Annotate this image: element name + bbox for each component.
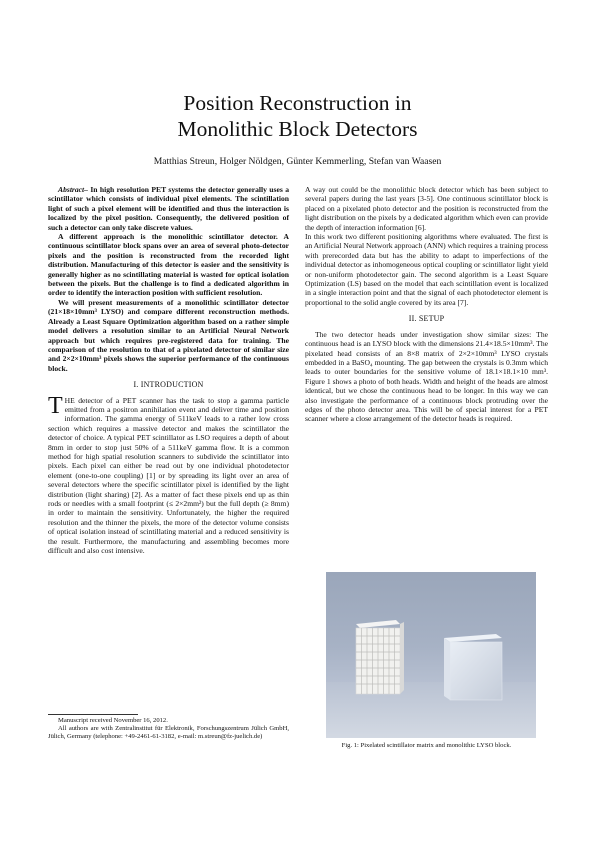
author-list: Matthias Streun, Holger Nöldgen, Günter Kemmerling, Stefan van Waasen [153, 156, 442, 167]
footnote-affiliation: All authors are with Zentralinstitut für Elektronik, Forschungszentrum Jülich GmbH, Jülich, Germany (telephone: +49-2461-61-3182, e-mail: m.streun@fz-juelich.de) [48, 725, 289, 741]
section-heading-setup: II. SETUP [408, 314, 445, 324]
intro-paragraph-3: In this work two different positioning algorithms where evaluated. The first is an Artificial Neural Network approach (ANN) which requires a training process with prerecorded data but has the ability to adapt to imperfections of the individual detector as inhomogeneous optical coupling or scintillator light yield or non-uniform photodetector gain. The second algorithm is a Least Square Optimization (LS) based on the model that each scintillation event is localized in a single interaction point and that the signal of each photodetector element is proportional to the solid angle covered by its area [7]. [305, 232, 548, 307]
left-column [48, 185, 289, 555]
figure-photo [326, 572, 536, 738]
right-column [305, 185, 548, 424]
title-line-2: Monolithic Block Detectors [177, 117, 418, 141]
footnote-rule [48, 714, 138, 715]
abstract-paragraph-3: We will present measurements of a monolithic scintillator detector (21×18×10mm³ LYSO) and compare different reconstruction methods. Already a Least Square Optimization algorithm based on a rather simple model delivers a resolution similar to an Artificial Neural Network approach but which requires pre-registered data for training. The comparison of the resolution to that of a pixelated detector of similar size and 2×2×10mm³ pixels shows the superior performance of the continuous block. [48, 297, 289, 373]
drop-cap: T [48, 392, 63, 419]
setup-paragraph-1: The two detector heads under investigation show similar sizes: The continuous head is an LYSO block with the dimensions 21.4×18.5×10mm³. The pixelated head consists of an 8×8 matrix of 2×2×10mm³ LYSO crystals embedded in a BaSO₄ mounting. The gap between the crystals is 0.3mm which leads to outer boundaries for the sensitive volume of 18.1×18.1×10 mm³. Figure 1 shows a photo of both heads. Width and height of the heads are almost identical, but we chose the continuous head to be longer. In this way we can also investigate the performance of a continuous block protruding over the edges of the photo detector area. This will be of special interest for a PET scanner where a close arrangement of the detector heads is required. [305, 329, 548, 424]
monolithic-block [444, 634, 502, 700]
abstract-text-1: In high resolution PET systems the detector generally uses a scintillator which consists of individual pixel elements. The scintillation light of such a pixel element will be identified and thus the interaction is localized by the pixel position. Consequently, the delivered position of such a detector can only take discrete values. [48, 185, 289, 232]
intro-text-1: HE detector of a PET scanner has the task to stop a gamma particle emitted from a positron annihilation event and deliver time and position information. The gamma energy of 511keV leads to a rather low cross section which requires a massive detector and makes the scintillator the detector of choice. A typical PET scintillator as LSO requires a depth of about 8mm in order to stop just 50% of a 511keV gamma flow. It is a common method for high spatial resolution scanners to subdivide the scintillator into pixels. Each pixel can either be read out by one individual photodetector element (one-to-one coupling) [1] or by spreading its light over an area of several detectors where the specific scintillator pixel is identified by the light distribution (light sharing) [2]. As a matter of fact these pixels end up as thin rods or needles with a small footprint (≤ 2×2mm²) but the full depth (≥ 8mm) in order to maintain the sensitivity. Unfortunately, the higher the required resolution and the thinner the pixels, the more of the detector volume consists of optical isolation instead of scintillating material and a reduced sensitivity is the result. Furthermore, the manufacturing and assembling becomes more difficult and also cost intensive. [48, 395, 289, 556]
paper-title [60, 90, 535, 142]
footnote-received: Manuscript received November 16, 2012. [58, 717, 168, 724]
pixelated-matrix [356, 620, 404, 694]
detector-photo-illustration [326, 572, 536, 738]
section-heading-introduction: I. INTRODUCTION [133, 380, 204, 390]
abstract-label: Abstract– [58, 185, 88, 194]
intro-paragraph-2: A way out could be the monolithic block detector which has been subject to several papers during the last years [3-5]. One continuous scintillator block is placed on a pixelated photo detector and the position is reconstructed from the light distribution on the pixels by a dedicated algorithm which even can provide the depth of interaction information [6]. [305, 185, 548, 232]
intro-paragraph-1 [48, 392, 289, 556]
footnotes [48, 714, 289, 742]
title-line-1: Position Reconstruction in [183, 91, 412, 115]
abstract-paragraph-1 [48, 185, 289, 232]
abstract-paragraph-2: A different approach is the monolithic scintillator detector. A continuous scintillator block spans over an area of several photo-detector pixels and the position is reconstructed from the recorded light distribution. Manufacturing of this detector is easier and the sensitivity is generally higher as no scintillating material is wasted for optical isolation between the pixels. But the challenge is to find a dedicated algorithm in order to identify the interaction position with sufficient resolution. [48, 232, 289, 298]
figure-caption: Fig. 1: Pixelated scintillator matrix and monolithic LYSO block. [341, 742, 512, 749]
